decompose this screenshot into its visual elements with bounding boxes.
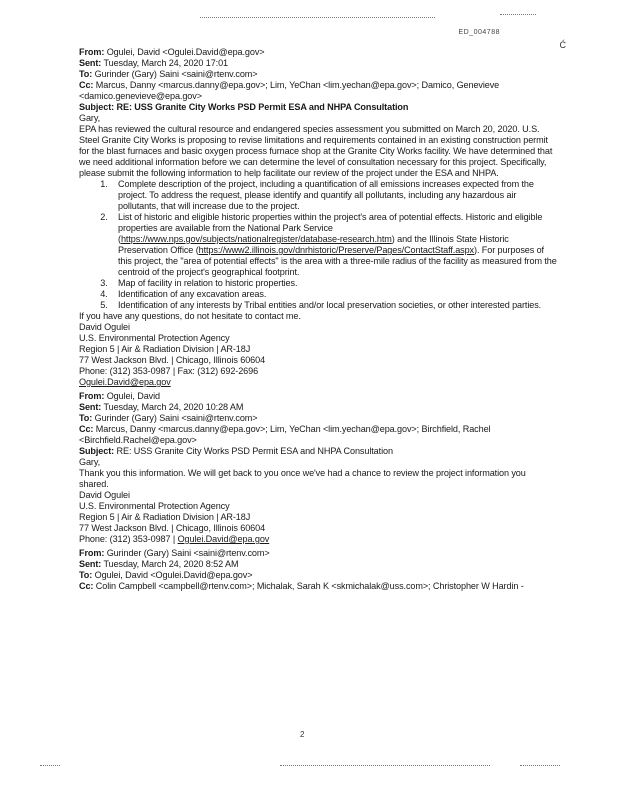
top-dotted-rule — [200, 17, 435, 18]
bates-number: ED_004788 — [458, 29, 500, 36]
email-thread — [79, 47, 557, 592]
cc-value: Marcus, Danny <marcus.danny@epa.gov>; Lim, YeChan <lim.yechan@epa.gov>; Damico, Genevieve <damico.genevieve@epa.gov> — [79, 80, 500, 101]
illinois-shpo-link[interactable]: https://www2.illinois.gov/dnrhistoric/Preserve/Pages/ContactStaff.aspx — [198, 245, 474, 255]
subject-value: RE: USS Granite City Works PSD Permit ESA and NHPA Consultation — [116, 446, 393, 456]
email-header-2 — [79, 391, 557, 457]
sig-region: Region 5 | Air & Radiation Division | AR-18J — [79, 512, 251, 522]
list-item-text: List of historic and eligible historic properties within the project's area of potential effects. Historic and eligible properties are available from the National Park Service — [118, 212, 543, 233]
sig-address: 77 West Jackson Blvd. | Chicago, Illinois 60604 — [79, 523, 266, 533]
from-label: From: — [79, 47, 105, 57]
list-item-text: and the Illinois State Historic Preservation Office — [118, 234, 509, 255]
from-value: Ogulei, David <Ogulei.David@epa.gov> — [106, 47, 265, 57]
greeting: Gary, — [79, 457, 101, 467]
sent-value: Tuesday, March 24, 2020 17:01 — [103, 58, 229, 68]
sent-value: Tuesday, March 24, 2020 10:28 AM — [103, 402, 244, 412]
bottom-dotted-rule — [280, 765, 490, 766]
cc-value: Colin Campbell <campbell@rtenv.com>; Michalak, Sarah K <skmichalak@uss.com>; Christopher W Hardin - — [95, 581, 524, 591]
list-item: 2. List of historic and eligible historic properties within the project's area of potential effects. Historic and eligible properties are available from the National Park Service (https://www.nps.gov/subjects/nationalregister/database-research.htm) and the Illinois State Historic Preservation Office (https://www2.illinois.gov/dnrhistoric/Preserve/Pages/ContactStaff.aspx). For purposes of this project, the "area of potential effects" is the area with a three-mile radius of the facility as measured from the centroid of the project's geographical footprint. — [110, 212, 557, 278]
sig-email-link[interactable]: Ogulei.David@epa.gov — [177, 534, 270, 544]
email-body: Thank you this information. We will get back to you once we've had a chance to review the project information you shared. — [79, 468, 526, 489]
page-number: 2 — [300, 730, 305, 739]
bottom-dotted-rule-left — [40, 765, 60, 766]
sent-label: Sent: — [79, 58, 102, 68]
sig-email-link[interactable]: Ogulei.David@epa.gov — [79, 377, 171, 387]
to-label: To: — [79, 69, 93, 79]
to-value: Gurinder (Gary) Saini <saini@rtenv.com> — [94, 413, 258, 423]
list-item: 1. Complete description of the project, including a quantification of all emissions increases expected from the project. To address the request, please identify and quantify all pollutants, including any hazardous air pollutants, that will increase due to the project. — [110, 179, 557, 212]
sig-name: David Ogulei — [79, 322, 130, 332]
sig-agency: U.S. Environmental Protection Agency — [79, 333, 230, 343]
to-label: To: — [79, 570, 93, 580]
list-item-text: . For purposes of this project, the "area of potential effects" is the area with a three-mile radius of the facility as measured from the centroid of the project's geographical footprint. — [118, 245, 557, 277]
from-value: Ogulei, David — [106, 391, 160, 401]
list-item: 5. Identification of any interests by Tribal entities and/or local preservation societies, or other interested parties. — [110, 300, 557, 311]
from-value: Gurinder (Gary) Saini <saini@rtenv.com> — [106, 548, 270, 558]
to-label: To: — [79, 413, 93, 423]
list-item: 3. Map of facility in relation to historic properties. — [110, 278, 557, 289]
subject-value: RE: USS Granite City Works PSD Permit ESA and NHPA Consultation — [116, 102, 409, 112]
cc-label: Cc: — [79, 581, 94, 591]
nps-link[interactable]: https://www.nps.gov/subjects/nationalregister/database-research.htm — [120, 234, 392, 244]
top-dotted-rule-short — [500, 14, 536, 15]
greeting: Gary, — [79, 113, 101, 123]
list-item: 4. Identification of any excavation areas. — [110, 289, 557, 300]
cc-label: Cc: — [79, 80, 94, 90]
subject-label: Subject: — [79, 446, 115, 456]
sig-phone: Phone: (312) 353-0987 | Fax: (312) 692-2696 — [79, 366, 259, 376]
email-header-3 — [79, 548, 557, 592]
signature-2 — [79, 490, 557, 545]
cc-value: Marcus, Danny <marcus.danny@epa.gov>; Lim, YeChan <lim.yechan@epa.gov>; Birchfield, Rachel <Birchfield.Rachel@epa.gov> — [79, 424, 491, 445]
bottom-dotted-rule-right — [520, 765, 560, 766]
signature-1 — [79, 322, 557, 388]
sent-label: Sent: — [79, 402, 102, 412]
sig-phone: Phone: (312) 353-0987 | — [79, 534, 178, 544]
corner-mark: Ć — [559, 40, 566, 50]
sig-name: David Ogulei — [79, 490, 130, 500]
to-value: Gurinder (Gary) Saini <saini@rtenv.com> — [94, 69, 258, 79]
email-body: EPA has reviewed the cultural resource and endangered species assessment you submitted on March 20, 2020. U.S. Steel Granite City Works is proposing to revise limitations and requirements contained in an existing construction permit for the blast furnaces and basic oxygen process furnace shop at the Granite City Works facility. We have determined that we need additional information before we can determine the level of consultation necessary for this project. Specifically, please submit the following information to help facilitate our review of the project under the ESA and NHPA. — [79, 124, 553, 178]
closing-line: If you have any questions, do not hesitate to contact me. — [79, 311, 301, 321]
sig-agency: U.S. Environmental Protection Agency — [79, 501, 230, 511]
sig-address: 77 West Jackson Blvd. | Chicago, Illinois 60604 — [79, 355, 266, 365]
to-value: Ogulei, David <Ogulei.David@epa.gov> — [94, 570, 253, 580]
request-list — [79, 179, 557, 311]
subject-label: Subject: — [79, 102, 115, 112]
cc-label: Cc: — [79, 424, 94, 434]
sig-region: Region 5 | Air & Radiation Division | AR-18J — [79, 344, 251, 354]
email-header-1 — [79, 47, 557, 113]
sent-value: Tuesday, March 24, 2020 8:52 AM — [103, 559, 239, 569]
from-label: From: — [79, 548, 105, 558]
sent-label: Sent: — [79, 559, 102, 569]
from-label: From: — [79, 391, 105, 401]
